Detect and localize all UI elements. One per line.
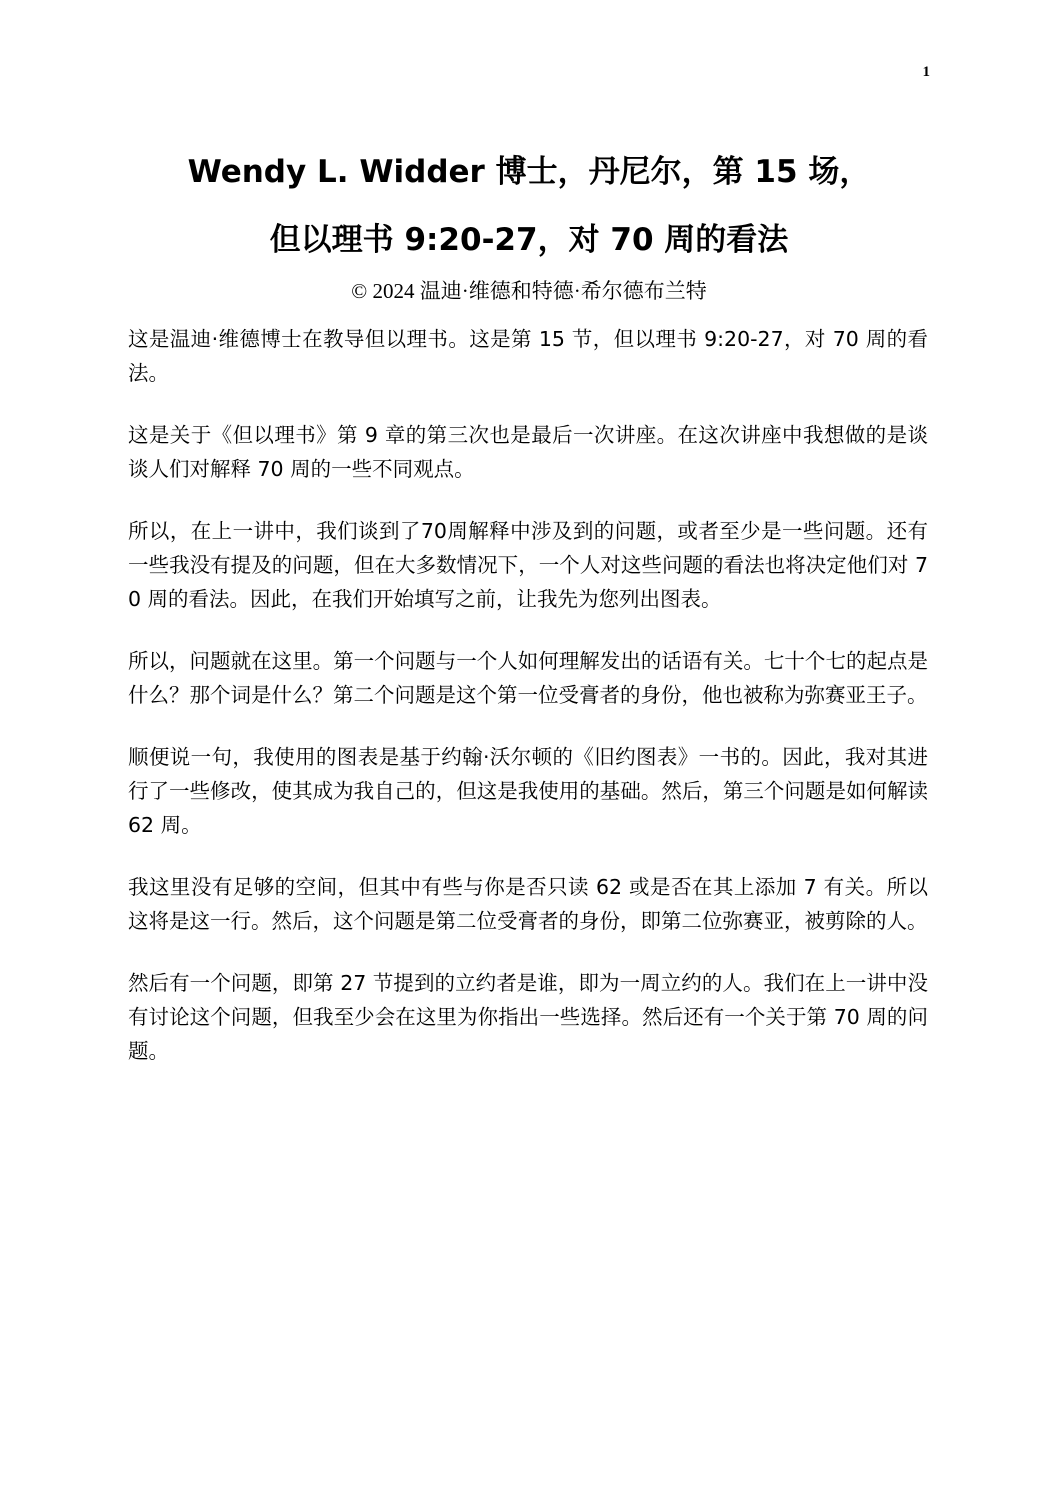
paragraph: 顺便说一句，我使用的图表是基于约翰·沃尔顿的《旧约图表》一书的。因此，我对其进行了一些修改，使其成为我自己的，但这是我使用的基础。然后，第三个问题是如何解读 62 周。: [128, 745, 928, 837]
document-header: [128, 138, 930, 308]
paragraph: 我这里没有足够的空间，但其中有些与你是否只读 62 或是否在其上添加 7 有关。所以这将是这一行。然后，这个问题是第二位受膏者的身份，即第二位弥赛亚，被剪除的人。: [128, 875, 928, 933]
paragraph: 这是温迪·维德博士在教导但以理书。这是第 15 节，但以理书 9:20-27，对 70 周的看法。: [128, 327, 928, 385]
paragraph: 然后有一个问题，即第 27 节提到的立约者是谁，即为一周立约的人。我们在上一讲中没有讨论这个问题，但我至少会在这里为你指出一些选择。然后还有一个关于第 70 周的问题。: [128, 971, 928, 1063]
copyright-notice: © 2024 温迪·维德和特德·希尔德布兰特: [351, 279, 707, 303]
document-title-line-2: 但以理书 9:20-27，对 70 周的看法: [269, 222, 789, 258]
document-body: [128, 322, 928, 1096]
document-title-line-1: Wendy L. Widder 博士，丹尼尔，第 15 场，: [187, 154, 871, 190]
page-number: 1: [922, 64, 930, 80]
paragraph: 所以，在上一讲中，我们谈到了70周解释中涉及到的问题，或者至少是一些问题。还有一些我没有提及的问题，但在大多数情况下，一个人对这些问题的看法也将决定他们对 70 周的看法。因此，在我们开始填写之前，让我先为您列出图表。: [128, 519, 928, 611]
paragraph: 所以，问题就在这里。第一个问题与一个人如何理解发出的话语有关。七十个七的起点是什么？那个词是什么？第二个问题是这个第一位受膏者的身份，他也被称为弥赛亚王子。: [128, 649, 928, 707]
paragraph: 这是关于《但以理书》第 9 章的第三次也是最后一次讲座。在这次讲座中我想做的是谈谈人们对解释 70 周的一些不同观点。: [128, 423, 928, 481]
